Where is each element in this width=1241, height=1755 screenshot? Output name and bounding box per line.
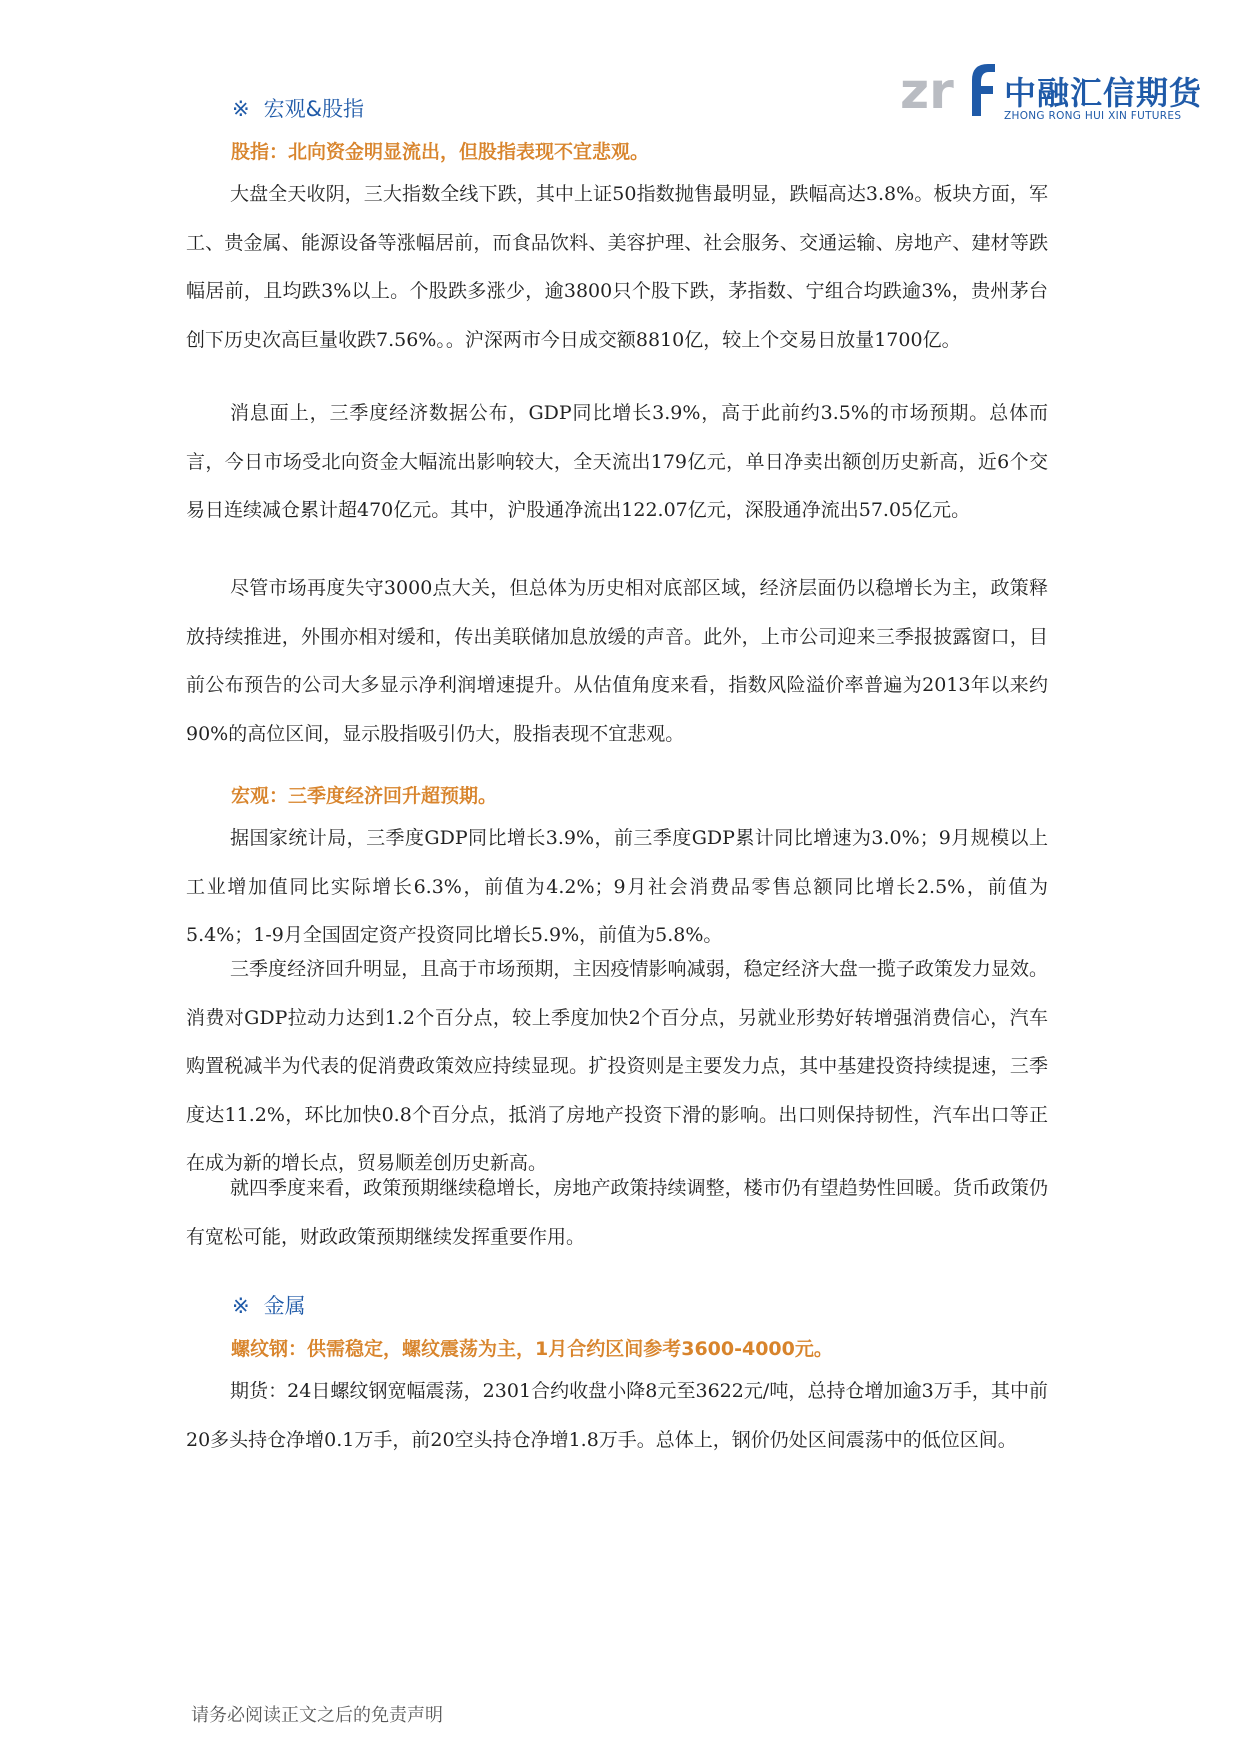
section-title-text: 宏观&股指 — [263, 97, 364, 121]
paragraph: 就四季度来看，政策预期继续稳增长，房地产政策持续调整，楼市仍有望趋势性回暖。货币政策仍有宽松可能，财政政策预期继续发挥重要作用。 — [186, 1177, 1048, 1248]
section-title-text: 金属 — [263, 1294, 306, 1318]
logo-mark-letters: zr — [900, 62, 954, 120]
section-heading-macro — [232, 93, 364, 123]
logo-english-name: ZHONG RONG HUI XIN FUTURES — [1004, 110, 1182, 122]
paragraph: 尽管市场再度失守3000点大关，但总体为历史相对底部区域，经济层面仍以稳增长为主，政策释放持续推进，外围亦相对缓和，传出美联储加息放缓的声音。此外，上市公司迎来三季报披露窗口，目前公布预告的公司大多显示净利润增速提升。从估值角度来看，指数风险溢价率普遍为2013年以来约90%的高位区间，显示股指吸引仍大，股指表现不宜悲观。 — [186, 577, 1048, 745]
paragraph: 期货：24日螺纹钢宽幅震荡，2301合约收盘小降8元至3622元/吨，总持仓增加逾3万手，其中前20多头持仓净增0.1万手，前20空头持仓净增1.8万手。总体上，钢价仍处区间震荡中的低位区间。 — [186, 1380, 1048, 1451]
paragraph: 据国家统计局，三季度GDP同比增长3.9%，前三季度GDP累计同比增速为3.0%；9月规模以上工业增加值同比实际增长6.3%，前值为4.2%；9月社会消费品零售总额同比增长2.5%，前值为5.4%；1-9月全国固定资产投资同比增长5.9%，前值为5.8%。 — [186, 827, 1048, 946]
section-heading-metals — [232, 1290, 306, 1320]
subheading-stock-index: 股指：北向资金明显流出，但股指表现不宜悲观。 — [231, 141, 650, 163]
reference-mark-icon: ※ — [232, 97, 250, 121]
footer-disclaimer: 请务必阅读正文之后的免责声明 — [191, 1705, 443, 1726]
paragraph: 消息面上，三季度经济数据公布，GDP同比增长3.9%，高于此前约3.5%的市场预期。总体而言，今日市场受北向资金大幅流出影响较大，全天流出179亿元，单日净卖出额创历史新高，近6个交易日连续减仓累计超470亿元。其中，沪股通净流出122.07亿元，深股通净流出57.05亿元。 — [186, 402, 1048, 521]
logo-chinese-name: 中融汇信期货 — [1004, 74, 1203, 112]
paragraph: 大盘全天收阴，三大指数全线下跌，其中上证50指数抛售最明显，跌幅高达3.8%。板块方面，军工、贵金属、能源设备等涨幅居前，而食品饮料、美容护理、社会服务、交通运输、房地产、建材等跌幅居前，且均跌3%以上。个股跌多涨少，逾3800只个股下跌，茅指数、宁组合均跌逾3%，贵州茅台创下历史次高巨量收跌7.56%。。沪深两市今日成交额8810亿，较上个交易日放量1700亿。 — [186, 183, 1048, 351]
subheading-rebar: 螺纹钢：供需稳定，螺纹震荡为主，1月合约区间参考3600-4000元。 — [231, 1338, 833, 1360]
company-logo — [900, 58, 1203, 128]
zrf-logo-icon — [900, 58, 998, 120]
reference-mark-icon: ※ — [232, 1294, 250, 1318]
paragraph: 三季度经济回升明显，且高于市场预期，主因疫情影响减弱，稳定经济大盘一揽子政策发力显效。消费对GDP拉动力达到1.2个百分点，较上季度加快2个百分点，另就业形势好转增强消费信心，汽车购置税减半为代表的促消费政策效应持续显现。扩投资则是主要发力点，其中基建投资持续提速，三季度达11.2%，环比加快0.8个百分点，抵消了房地产投资下滑的影响。出口则保持韧性，汽车出口等正在成为新的增长点，贸易顺差创历史新高。 — [186, 958, 1048, 1174]
subheading-macro: 宏观：三季度经济回升超预期。 — [231, 785, 498, 807]
